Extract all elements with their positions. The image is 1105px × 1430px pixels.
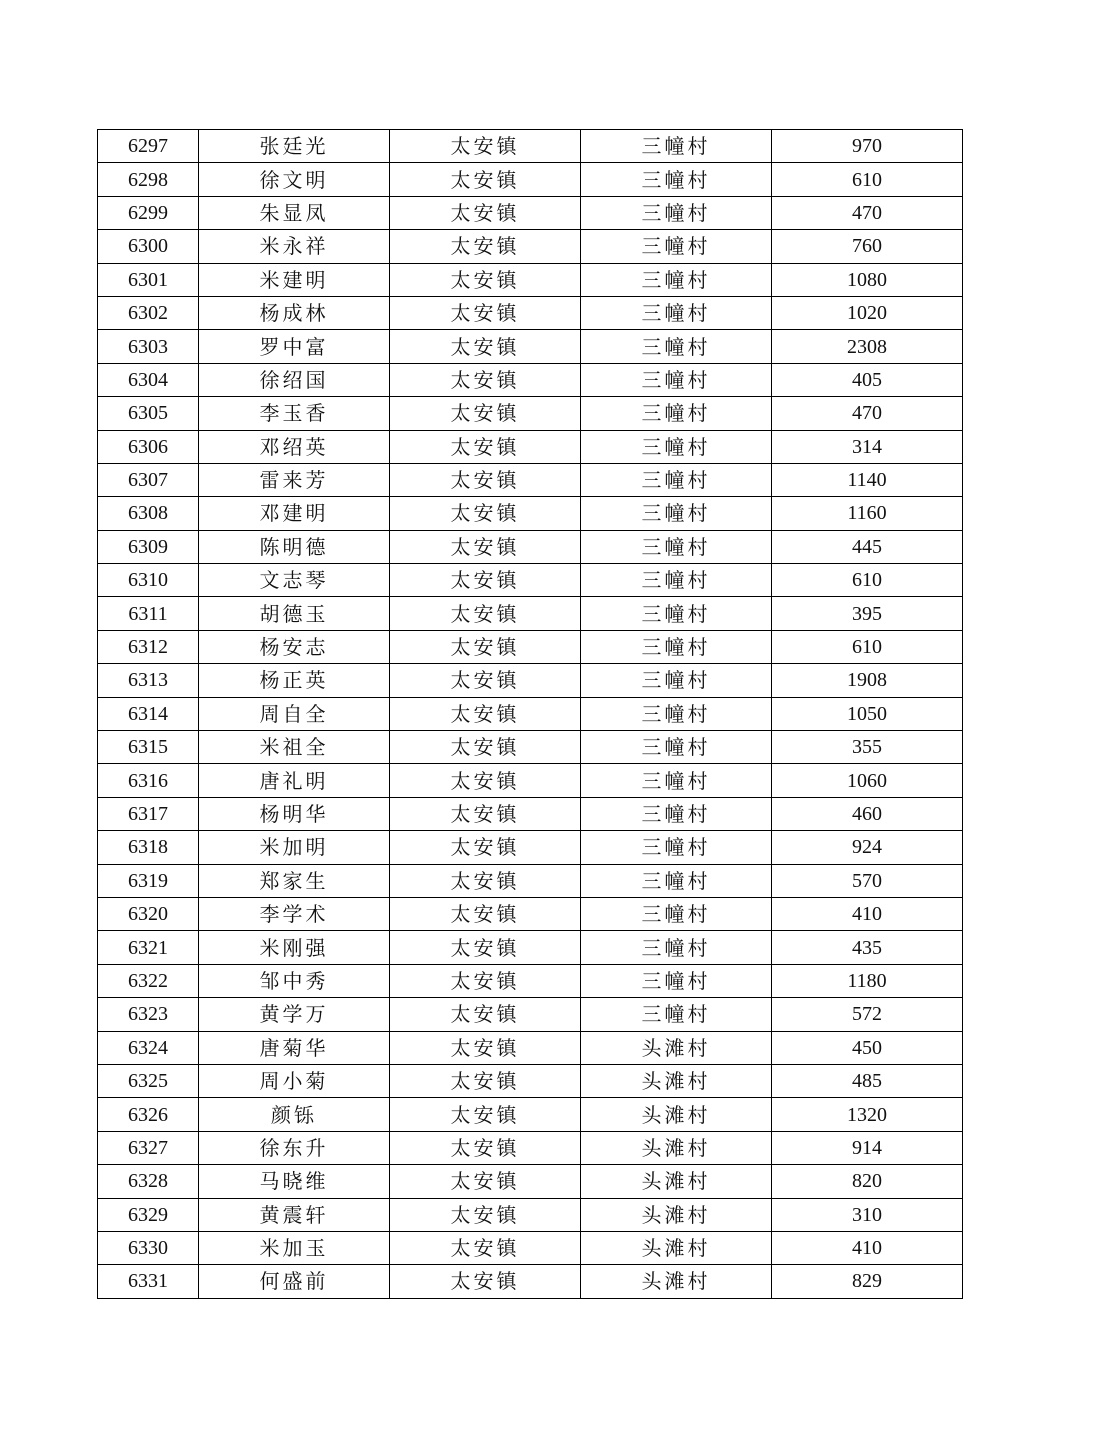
table-row — [98, 530, 963, 563]
cell-name: 杨安志 — [199, 630, 390, 663]
cell-village: 三幢村 — [581, 864, 772, 897]
cell-amount: 1020 — [772, 296, 963, 329]
cell-town: 太安镇 — [390, 731, 581, 764]
cell-number: 6313 — [98, 664, 199, 697]
cell-amount: 445 — [772, 530, 963, 563]
cell-number: 6319 — [98, 864, 199, 897]
cell-name: 杨正英 — [199, 664, 390, 697]
cell-amount: 470 — [772, 397, 963, 430]
cell-town: 太安镇 — [390, 597, 581, 630]
table-body — [98, 130, 963, 1299]
cell-village: 三幢村 — [581, 664, 772, 697]
table-row — [98, 230, 963, 263]
cell-village: 头滩村 — [581, 1231, 772, 1264]
cell-number: 6324 — [98, 1031, 199, 1064]
cell-name: 邓绍英 — [199, 430, 390, 463]
cell-town: 太安镇 — [390, 397, 581, 430]
table-row — [98, 697, 963, 730]
cell-village: 三幢村 — [581, 163, 772, 196]
cell-name: 米加玉 — [199, 1231, 390, 1264]
cell-town: 太安镇 — [390, 363, 581, 396]
table-row — [98, 196, 963, 229]
table-row — [98, 130, 963, 163]
cell-amount: 1160 — [772, 497, 963, 530]
cell-town: 太安镇 — [390, 1064, 581, 1097]
cell-number: 6316 — [98, 764, 199, 797]
cell-name: 米刚强 — [199, 931, 390, 964]
cell-amount: 405 — [772, 363, 963, 396]
cell-number: 6312 — [98, 630, 199, 663]
cell-number: 6318 — [98, 831, 199, 864]
cell-town: 太安镇 — [390, 630, 581, 663]
cell-village: 三幢村 — [581, 597, 772, 630]
table-row — [98, 397, 963, 430]
cell-name: 周自全 — [199, 697, 390, 730]
cell-town: 太安镇 — [390, 1131, 581, 1164]
table-row — [98, 998, 963, 1031]
cell-number: 6309 — [98, 530, 199, 563]
cell-village: 三幢村 — [581, 564, 772, 597]
cell-town: 太安镇 — [390, 1098, 581, 1131]
cell-town: 太安镇 — [390, 964, 581, 997]
cell-amount: 914 — [772, 1131, 963, 1164]
cell-town: 太安镇 — [390, 764, 581, 797]
cell-town: 太安镇 — [390, 296, 581, 329]
cell-village: 三幢村 — [581, 697, 772, 730]
cell-amount: 1060 — [772, 764, 963, 797]
cell-number: 6325 — [98, 1064, 199, 1097]
cell-town: 太安镇 — [390, 463, 581, 496]
cell-name: 米祖全 — [199, 731, 390, 764]
cell-town: 太安镇 — [390, 497, 581, 530]
cell-village: 三幢村 — [581, 764, 772, 797]
cell-name: 邹中秀 — [199, 964, 390, 997]
cell-town: 太安镇 — [390, 1231, 581, 1264]
cell-name: 张廷光 — [199, 130, 390, 163]
cell-number: 6330 — [98, 1231, 199, 1264]
cell-village: 三幢村 — [581, 731, 772, 764]
cell-name: 李学术 — [199, 897, 390, 930]
cell-name: 唐菊华 — [199, 1031, 390, 1064]
cell-town: 太安镇 — [390, 230, 581, 263]
cell-name: 邓建明 — [199, 497, 390, 530]
cell-village: 三幢村 — [581, 463, 772, 496]
cell-town: 太安镇 — [390, 797, 581, 830]
cell-amount: 450 — [772, 1031, 963, 1064]
cell-village: 三幢村 — [581, 630, 772, 663]
cell-amount: 610 — [772, 630, 963, 663]
cell-amount: 310 — [772, 1198, 963, 1231]
cell-amount: 1050 — [772, 697, 963, 730]
cell-name: 何盛前 — [199, 1265, 390, 1298]
table-row — [98, 597, 963, 630]
cell-town: 太安镇 — [390, 664, 581, 697]
cell-number: 6322 — [98, 964, 199, 997]
cell-number: 6311 — [98, 597, 199, 630]
cell-number: 6307 — [98, 463, 199, 496]
cell-amount: 2308 — [772, 330, 963, 363]
cell-amount: 460 — [772, 797, 963, 830]
cell-town: 太安镇 — [390, 263, 581, 296]
table-row — [98, 163, 963, 196]
cell-village: 三幢村 — [581, 998, 772, 1031]
cell-amount: 485 — [772, 1064, 963, 1097]
cell-town: 太安镇 — [390, 864, 581, 897]
cell-number: 6329 — [98, 1198, 199, 1231]
cell-village: 三幢村 — [581, 263, 772, 296]
cell-village: 三幢村 — [581, 130, 772, 163]
cell-name: 文志琴 — [199, 564, 390, 597]
cell-number: 6331 — [98, 1265, 199, 1298]
cell-village: 三幢村 — [581, 363, 772, 396]
cell-number: 6298 — [98, 163, 199, 196]
table-row — [98, 1131, 963, 1164]
cell-number: 6315 — [98, 731, 199, 764]
cell-town: 太安镇 — [390, 130, 581, 163]
cell-town: 太安镇 — [390, 530, 581, 563]
table-row — [98, 831, 963, 864]
cell-amount: 760 — [772, 230, 963, 263]
cell-amount: 820 — [772, 1165, 963, 1198]
cell-amount: 572 — [772, 998, 963, 1031]
cell-name: 米永祥 — [199, 230, 390, 263]
cell-town: 太安镇 — [390, 1198, 581, 1231]
cell-number: 6301 — [98, 263, 199, 296]
cell-number: 6303 — [98, 330, 199, 363]
cell-amount: 314 — [772, 430, 963, 463]
cell-number: 6305 — [98, 397, 199, 430]
table-row — [98, 1198, 963, 1231]
cell-village: 三幢村 — [581, 397, 772, 430]
cell-number: 6317 — [98, 797, 199, 830]
table-row — [98, 330, 963, 363]
cell-town: 太安镇 — [390, 1165, 581, 1198]
cell-number: 6321 — [98, 931, 199, 964]
cell-number: 6320 — [98, 897, 199, 930]
table-row — [98, 497, 963, 530]
table-row — [98, 564, 963, 597]
cell-amount: 1320 — [772, 1098, 963, 1131]
cell-village: 三幢村 — [581, 831, 772, 864]
cell-name: 杨明华 — [199, 797, 390, 830]
cell-village: 头滩村 — [581, 1265, 772, 1298]
cell-amount: 435 — [772, 931, 963, 964]
cell-town: 太安镇 — [390, 1265, 581, 1298]
table-row — [98, 931, 963, 964]
cell-number: 6308 — [98, 497, 199, 530]
table-row — [98, 1265, 963, 1298]
table-row — [98, 1098, 963, 1131]
cell-number: 6297 — [98, 130, 199, 163]
table-row — [98, 263, 963, 296]
cell-town: 太安镇 — [390, 897, 581, 930]
cell-village: 三幢村 — [581, 931, 772, 964]
cell-name: 罗中富 — [199, 330, 390, 363]
cell-name: 徐绍国 — [199, 363, 390, 396]
cell-amount: 610 — [772, 163, 963, 196]
cell-town: 太安镇 — [390, 831, 581, 864]
table-row — [98, 430, 963, 463]
cell-amount: 470 — [772, 196, 963, 229]
cell-village: 三幢村 — [581, 296, 772, 329]
cell-town: 太安镇 — [390, 430, 581, 463]
cell-number: 6310 — [98, 564, 199, 597]
table-row — [98, 864, 963, 897]
cell-number: 6314 — [98, 697, 199, 730]
cell-name: 黄学万 — [199, 998, 390, 1031]
cell-village: 头滩村 — [581, 1165, 772, 1198]
table-row — [98, 797, 963, 830]
cell-town: 太安镇 — [390, 564, 581, 597]
cell-name: 胡德玉 — [199, 597, 390, 630]
cell-name: 黄震轩 — [199, 1198, 390, 1231]
cell-town: 太安镇 — [390, 697, 581, 730]
cell-name: 徐文明 — [199, 163, 390, 196]
cell-number: 6302 — [98, 296, 199, 329]
cell-number: 6327 — [98, 1131, 199, 1164]
cell-village: 三幢村 — [581, 964, 772, 997]
table-row — [98, 1231, 963, 1264]
cell-name: 雷来芳 — [199, 463, 390, 496]
table-row — [98, 664, 963, 697]
table-row — [98, 296, 963, 329]
cell-village: 三幢村 — [581, 797, 772, 830]
cell-village: 头滩村 — [581, 1131, 772, 1164]
cell-amount: 410 — [772, 1231, 963, 1264]
cell-amount: 924 — [772, 831, 963, 864]
cell-name: 陈明德 — [199, 530, 390, 563]
cell-village: 三幢村 — [581, 897, 772, 930]
cell-name: 朱显凤 — [199, 196, 390, 229]
cell-number: 6306 — [98, 430, 199, 463]
table-row — [98, 1031, 963, 1064]
cell-amount: 570 — [772, 864, 963, 897]
cell-number: 6323 — [98, 998, 199, 1031]
cell-town: 太安镇 — [390, 931, 581, 964]
table-row — [98, 630, 963, 663]
table-row — [98, 363, 963, 396]
cell-name: 唐礼明 — [199, 764, 390, 797]
cell-amount: 1180 — [772, 964, 963, 997]
table-row — [98, 731, 963, 764]
cell-number: 6326 — [98, 1098, 199, 1131]
cell-town: 太安镇 — [390, 196, 581, 229]
cell-number: 6300 — [98, 230, 199, 263]
cell-name: 郑家生 — [199, 864, 390, 897]
cell-village: 三幢村 — [581, 330, 772, 363]
table-row — [98, 463, 963, 496]
cell-amount: 355 — [772, 731, 963, 764]
cell-amount: 1080 — [772, 263, 963, 296]
cell-name: 周小菊 — [199, 1064, 390, 1097]
cell-town: 太安镇 — [390, 1031, 581, 1064]
cell-number: 6304 — [98, 363, 199, 396]
cell-amount: 970 — [772, 130, 963, 163]
cell-amount: 1908 — [772, 664, 963, 697]
cell-village: 三幢村 — [581, 430, 772, 463]
cell-amount: 610 — [772, 564, 963, 597]
cell-name: 杨成林 — [199, 296, 390, 329]
cell-name: 徐东升 — [199, 1131, 390, 1164]
table-row — [98, 1064, 963, 1097]
cell-number: 6328 — [98, 1165, 199, 1198]
cell-number: 6299 — [98, 196, 199, 229]
cell-name: 米加明 — [199, 831, 390, 864]
cell-village: 头滩村 — [581, 1098, 772, 1131]
table-row — [98, 1165, 963, 1198]
cell-village: 三幢村 — [581, 196, 772, 229]
cell-town: 太安镇 — [390, 330, 581, 363]
cell-village: 头滩村 — [581, 1198, 772, 1231]
cell-village: 三幢村 — [581, 497, 772, 530]
cell-town: 太安镇 — [390, 163, 581, 196]
cell-name: 颜铄 — [199, 1098, 390, 1131]
cell-village: 三幢村 — [581, 530, 772, 563]
cell-amount: 829 — [772, 1265, 963, 1298]
table-row — [98, 964, 963, 997]
table-row — [98, 764, 963, 797]
cell-name: 李玉香 — [199, 397, 390, 430]
cell-village: 三幢村 — [581, 230, 772, 263]
cell-name: 米建明 — [199, 263, 390, 296]
cell-amount: 395 — [772, 597, 963, 630]
subsidy-table — [97, 129, 963, 1299]
cell-amount: 410 — [772, 897, 963, 930]
cell-village: 头滩村 — [581, 1031, 772, 1064]
cell-town: 太安镇 — [390, 998, 581, 1031]
cell-name: 马晓维 — [199, 1165, 390, 1198]
cell-village: 头滩村 — [581, 1064, 772, 1097]
cell-amount: 1140 — [772, 463, 963, 496]
table-row — [98, 897, 963, 930]
